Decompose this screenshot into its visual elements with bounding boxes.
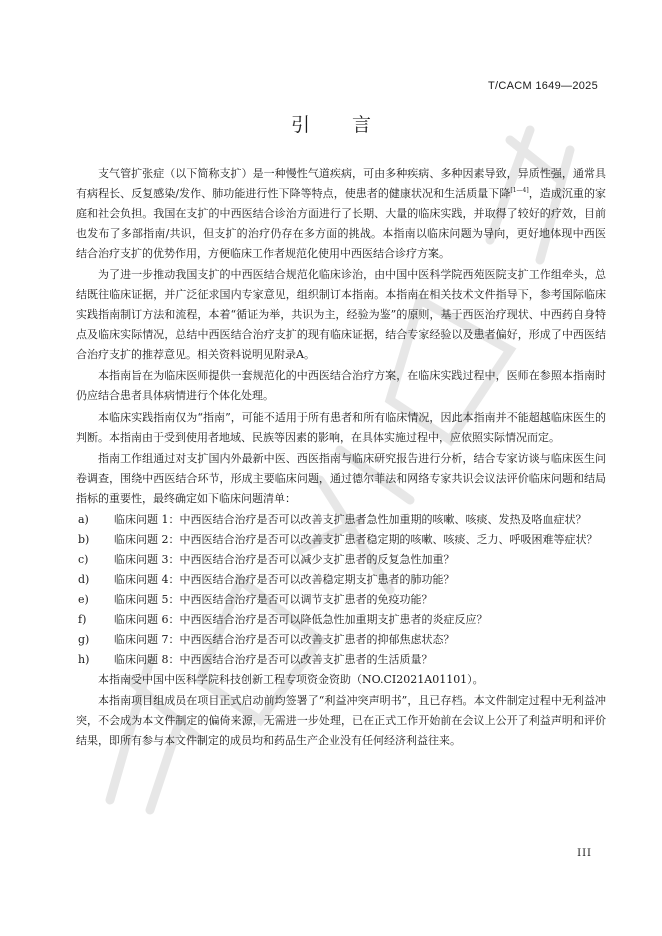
intro-paragraph-4: 本临床实践指南仅为“指南”，可能不适用于所有患者和所有临床情况，因此本指南并不能超越临床医生的判断。本指南由于受到使用者地域、民族等因素的影响，在具体实施过程中，应依照实际情况而定。	[76, 410, 606, 444]
list-marker: f)	[78, 612, 87, 626]
page-title: 引言	[290, 114, 413, 136]
list-item	[76, 530, 606, 550]
list-item-text: 临床问题 7：中西医结合治疗是否可以改善支扩患者的抑郁焦虑状态？	[114, 632, 455, 646]
intro-paragraph-5: 指南工作组通过对支扩国内外最新中医、西医指南与临床研究报告进行分析，结合专家访谈与临床医生问卷调查，围绕中西医结合环节，形成主要临床问题，通过德尔菲法和网络专家共识会议法评价临床问题和结局指标的重要性，最终确定如下临床问题清单：	[76, 451, 606, 505]
conflict-of-interest-paragraph: 本指南项目组成员在项目正式启动前均签署了“利益冲突声明书”，且已存档。本文件制定过程中无利益冲突，不会成为本文件制定的偏倚来源，无需进一步处理，已在正式工作开始前在会议上公开了利益声明和评价结果，即所有参与本文件制定的成员均和药品生产企业没有任何经济利益往来。	[76, 694, 606, 748]
list-item-text: 临床问题 1：中西医结合治疗是否可以改善支扩患者急性加重期的咳嗽、咳痰、发热及咯血症状？	[114, 512, 587, 526]
list-item-text: 临床问题 2：中西医结合治疗是否可以改善支扩患者稳定期的咳嗽、咳痰、乏力、呼吸困难等症状？	[114, 532, 598, 546]
list-item	[76, 590, 606, 610]
list-item	[76, 650, 606, 670]
list-marker: a)	[78, 512, 89, 526]
funding-paragraph: 本指南受中国中医科学院科技创新工程专项资金资助（NO.CI2021A01101）。	[98, 672, 484, 686]
list-item-text: 临床问题 8：中西医结合治疗是否可以改善支扩患者的生活质量？	[114, 652, 433, 666]
intro-paragraph-1	[76, 164, 606, 264]
list-item	[76, 570, 606, 590]
citation-superscript: [1—4]	[510, 187, 529, 194]
document-code: T/CACM 1649—2025	[488, 80, 598, 92]
list-marker: g)	[78, 632, 90, 646]
list-item-text: 临床问题 4：中西医结合治疗是否可以改善稳定期支扩患者的肺功能？	[114, 572, 455, 586]
list-marker: b)	[78, 532, 90, 546]
page-number: III	[577, 848, 592, 859]
list-item	[76, 510, 606, 530]
list-marker: h)	[78, 652, 90, 666]
list-marker: e)	[78, 592, 89, 606]
list-item	[76, 550, 606, 570]
paragraph-text: ，造成沉重的家庭和社会负担。我国在支扩的中西医结合诊治方面进行了长期、大量的临床实践，并取得了较好的疗效，目前也发布了多部指南/共识，但支扩的治疗仍存在多方面的挑战。本指南以临床问题为导向，更好地体现中西医结合治疗支扩的优势作用，方便临床工作者规范化使用中西医结合诊疗方案。	[76, 187, 607, 260]
list-item	[76, 630, 606, 650]
list-item-text: 临床问题 5：中西医结合治疗是否可以调节支扩患者的免疫功能？	[114, 592, 433, 606]
document-body	[76, 164, 606, 752]
paragraph-text: 支气管扩张症（以下简称支扩）是一种慢性气道疾病，可由多种疾病、多种因素导致，异质性强，通常具有病程长、反复感染/发作、肺功能进行性下降等特点，使患者的健康状况和生活质量下降	[76, 167, 606, 200]
list-item-text: 临床问题 3：中西医结合治疗是否可以减少支扩患者的反复急性加重？	[114, 552, 455, 566]
intro-paragraph-3: 本指南旨在为临床医师提供一套规范化的中西医结合治疗方案，在临床实践过程中，医师在参照本指南时仍应结合患者具体病情进行个体化处理。	[76, 369, 606, 403]
intro-paragraph-2: 为了进一步推动我国支扩的中西医结合规范化临床诊治，由中国中医科学院西苑医院支扩工作组牵头，总结既往临床证据，并广泛征求国内专家意见，组织制订本指南。本指南在相关技术文件指导下，参考国际临床实践指南制订方法和流程，本着“循证为举，共识为主，经验为鉴”的原则，基于西医治疗现状、中西药自身特点及临床实际情况，总结中西医结合治疗支扩的现有临床证据，结合专家经验以及患者偏好，形成了中西医结合治疗支扩的推荐意见。相关资料说明见附录A。	[76, 268, 606, 362]
list-item-text: 临床问题 6：中西医结合治疗是否可以降低急性加重期支扩患者的炎症反应？	[114, 612, 488, 626]
list-item	[76, 610, 606, 630]
clinical-question-list	[76, 510, 606, 670]
list-marker: d)	[78, 572, 90, 586]
list-marker: c)	[78, 552, 89, 566]
